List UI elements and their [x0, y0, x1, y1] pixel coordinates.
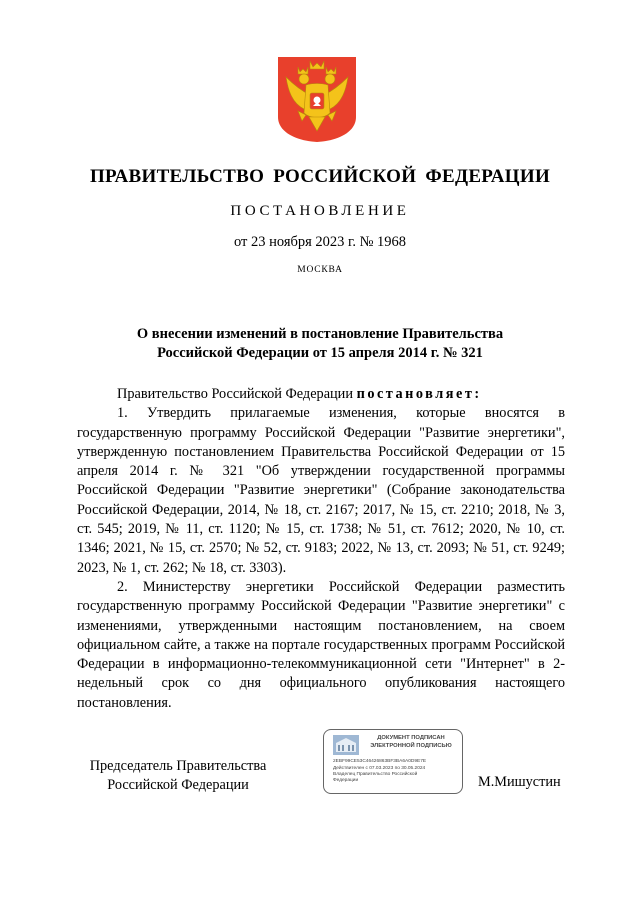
stamp-heading-line-1: ДОКУМЕНТ ПОДПИСАН — [377, 735, 445, 741]
stamp-heading — [362, 735, 460, 750]
stamp-owner-line-2: Федерации — [333, 778, 359, 783]
signatory-name: М.Мишустин — [478, 774, 561, 790]
signatory-title — [78, 757, 278, 795]
coat-of-arms-emblem — [276, 55, 358, 143]
stamp-owner-line-1: Владелец Правительство Российской — [333, 772, 418, 777]
stamp-heading-line-2: ЭЛЕКТРОННОЙ ПОДПИСЬЮ — [370, 742, 452, 749]
document-type: ПОСТАНОВЛЕНИЕ — [230, 203, 410, 219]
signatory-title-line-2: Российской Федерации — [107, 777, 249, 793]
subject-line-1: О внесении изменений в постановление Правительства — [136, 326, 504, 342]
subject-line-2: Российской Федерации от 15 апреля 2014 г. № 321 — [157, 345, 483, 361]
document-city: МОСКВА — [297, 265, 343, 275]
stamp-validity: Действителен с 07.03.2023 по 30.05.2024 — [333, 766, 426, 771]
decree-word: постановляет: — [356, 386, 482, 402]
electronic-signature-stamp — [323, 729, 463, 794]
paragraph-2: 2. Министерству энергетики Российской Федерации разместить государственную программу Российской Федерации "Развитие энергетики" с изменениями, утвержденными настоящим постановлением, на своем официальном сайте, а также на портале государственных программ Российской Федерации в информационно-телекоммуникационной сети "Интернет" в 2-недельный срок со дня официального опубликования настоящего постановления. — [77, 578, 565, 711]
signatory-title-line-1: Председатель Правительства — [89, 758, 267, 774]
preamble — [77, 385, 565, 404]
stamp-certificate: 2EBF99CE53C46426863BF3BA6A0D9E7E — [333, 759, 427, 764]
paragraph-1: 1. Утвердить прилагаемые изменения, которые вносятся в государственную программу Российской Федерации "Развитие энергетики", утвержденную постановлением Правительства Российской Федерации от 15 апреля 2014 г. № 321 "Об утверждении государственной программы Российской Федерации "Развитие энергетики" (Собрание законодательства Российской Федерации, 2014, № 18, ст. 2167; 2017, № 15, ст. 2210; 2018, № 3, ст. 545; 2019, № 11, ст. 1120; № 15, ст. 1738; № 51, ст. 7612; 2020, № 10, ст. 1346; 2021, № 15, ст. 2570; № 52, ст. 9183; 2022, № 13, ст. 2093; № 51, ст. 9249; 2023, № 1, ст. 262; № 18, ст. 3303). — [77, 405, 565, 576]
document-date-number: от 23 ноября 2023 г. № 1968 — [233, 234, 407, 250]
document-subject — [90, 325, 550, 363]
government-title: ПРАВИТЕЛЬСТВО РОССИЙСКОЙ ФЕДЕРАЦИИ — [89, 166, 551, 187]
stamp-emblem-icon — [333, 735, 359, 755]
preamble-text: Правительство Российской Федерации — [117, 386, 353, 402]
document-body — [77, 385, 565, 713]
